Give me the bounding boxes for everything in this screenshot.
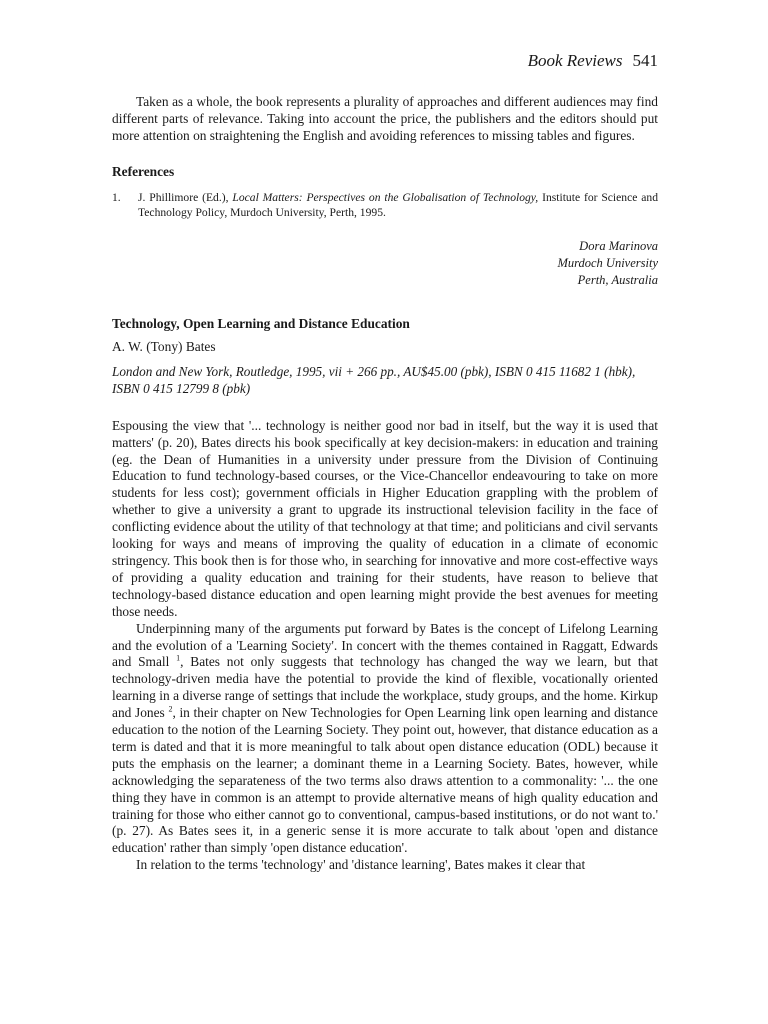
review1-closing-paragraph: Taken as a whole, the book represents a plurality of approaches and different audiences may find different parts of relevance. Taking into account the price, the publishers and the editors should put more attention on straightening the English and avoiding references to missing tables and figures. <box>112 94 658 143</box>
reference-text <box>138 190 658 220</box>
reference-text-pre: J. Phillimore (Ed.), <box>138 190 233 204</box>
review-book-title: Technology, Open Learning and Distance Education <box>112 315 410 331</box>
reference-number: 1. <box>112 190 121 204</box>
running-head <box>112 50 658 72</box>
review-paragraph-2 <box>112 621 658 858</box>
reviewer-signature <box>112 238 658 289</box>
footnote-ref-2: 2 <box>168 704 173 714</box>
footnote-ref-1: 1 <box>176 653 181 663</box>
paragraph-2-part-2: , Bates not only suggests that technology has changed the way we learn, but that technology-driven media have the potential to provide the kind of flexible, vocationally oriented learning in a diverse range of settings that include the workplace, study groups, and the home. Kirkup and Jones <box>112 654 659 721</box>
review-paragraph-3: In relation to the terms 'technology' and 'distance learning', Bates makes it clear that <box>136 857 586 873</box>
running-head-title: Book Reviews <box>527 51 623 70</box>
reference-text-post: Institute for Science and Technology Policy, Murdoch University, Perth, 1995. <box>138 190 658 219</box>
review-paragraph-1: Espousing the view that '... technology is neither good nor bad in itself, but the way it is used that matters' (p. 20), Bates directs his book specifically at key decision-makers: in education and training (eg. the Dean of Humanities in a university under pressure from the Division of Continuing Education to fund technology-based courses, or the Vice-Chancellor endeavouring to take on more students for less cost); government officials in Higher Education grappling with the problem of whether to give a university a grant to upgrade its instructional television facility in the face of conflicting evidence about the utility of that technology at that time; and politicians and civil servants looking for ways and means of improving the quality of education in a climate of economic stringency. This book then is for those who, in searching for innovative and more cost-effective ways of providing a quality education and training for their students, have reason to believe that technology-based distance education and open learning might provide the best avenues for meeting those needs. <box>112 417 658 619</box>
reviewer-location: Perth, Australia <box>577 272 658 287</box>
reviewer-institution: Murdoch University <box>557 255 658 270</box>
references-heading: References <box>112 163 175 179</box>
page-number: 541 <box>632 51 658 70</box>
review-book-author: A. W. (Tony) Bates <box>112 338 216 354</box>
reviewer-name: Dora Marinova <box>579 238 658 253</box>
reference-item <box>112 190 658 220</box>
review-publication-details: London and New York, Routledge, 1995, vii + 266 pp., AU$45.00 (pbk), ISBN 0 415 11682 1 (hbk), ISBN 0 415 12799 8 (pbk) <box>112 363 636 396</box>
journal-page <box>112 50 658 874</box>
paragraph-2-part-1: Underpinning many of the arguments put forward by Bates is the concept of Lifelong Learning and the evolution of a 'Learning Society'. In concert with the themes contained in Raggatt, Edwards and Small <box>112 620 658 670</box>
paragraph-2-part-3: , in their chapter on New Technologies for Open Learning link open learning and distance education to the notion of the Learning Society. They point out, however, that distance education as a term is dated and that it is more meaningful to talk about open distance education (ODL) because it puts the emphasis on the learner; a dominant theme in a Learning Society. Bates, however, while acknowledging the separateness of the two terms also draws attention to a commonality: '... the one thing they have in common is an attempt to provide alternative means of high quality education and training for those who either cannot go to conventional, campus-based institutions, or do not want to.' (p. 27). As Bates sees it, in a generic sense it is more accurate to talk about 'open and distance education' rather than simply 'open distance education'. <box>112 705 658 856</box>
reference-book-title: Local Matters: Perspectives on the Globalisation of Technology, <box>232 190 539 204</box>
